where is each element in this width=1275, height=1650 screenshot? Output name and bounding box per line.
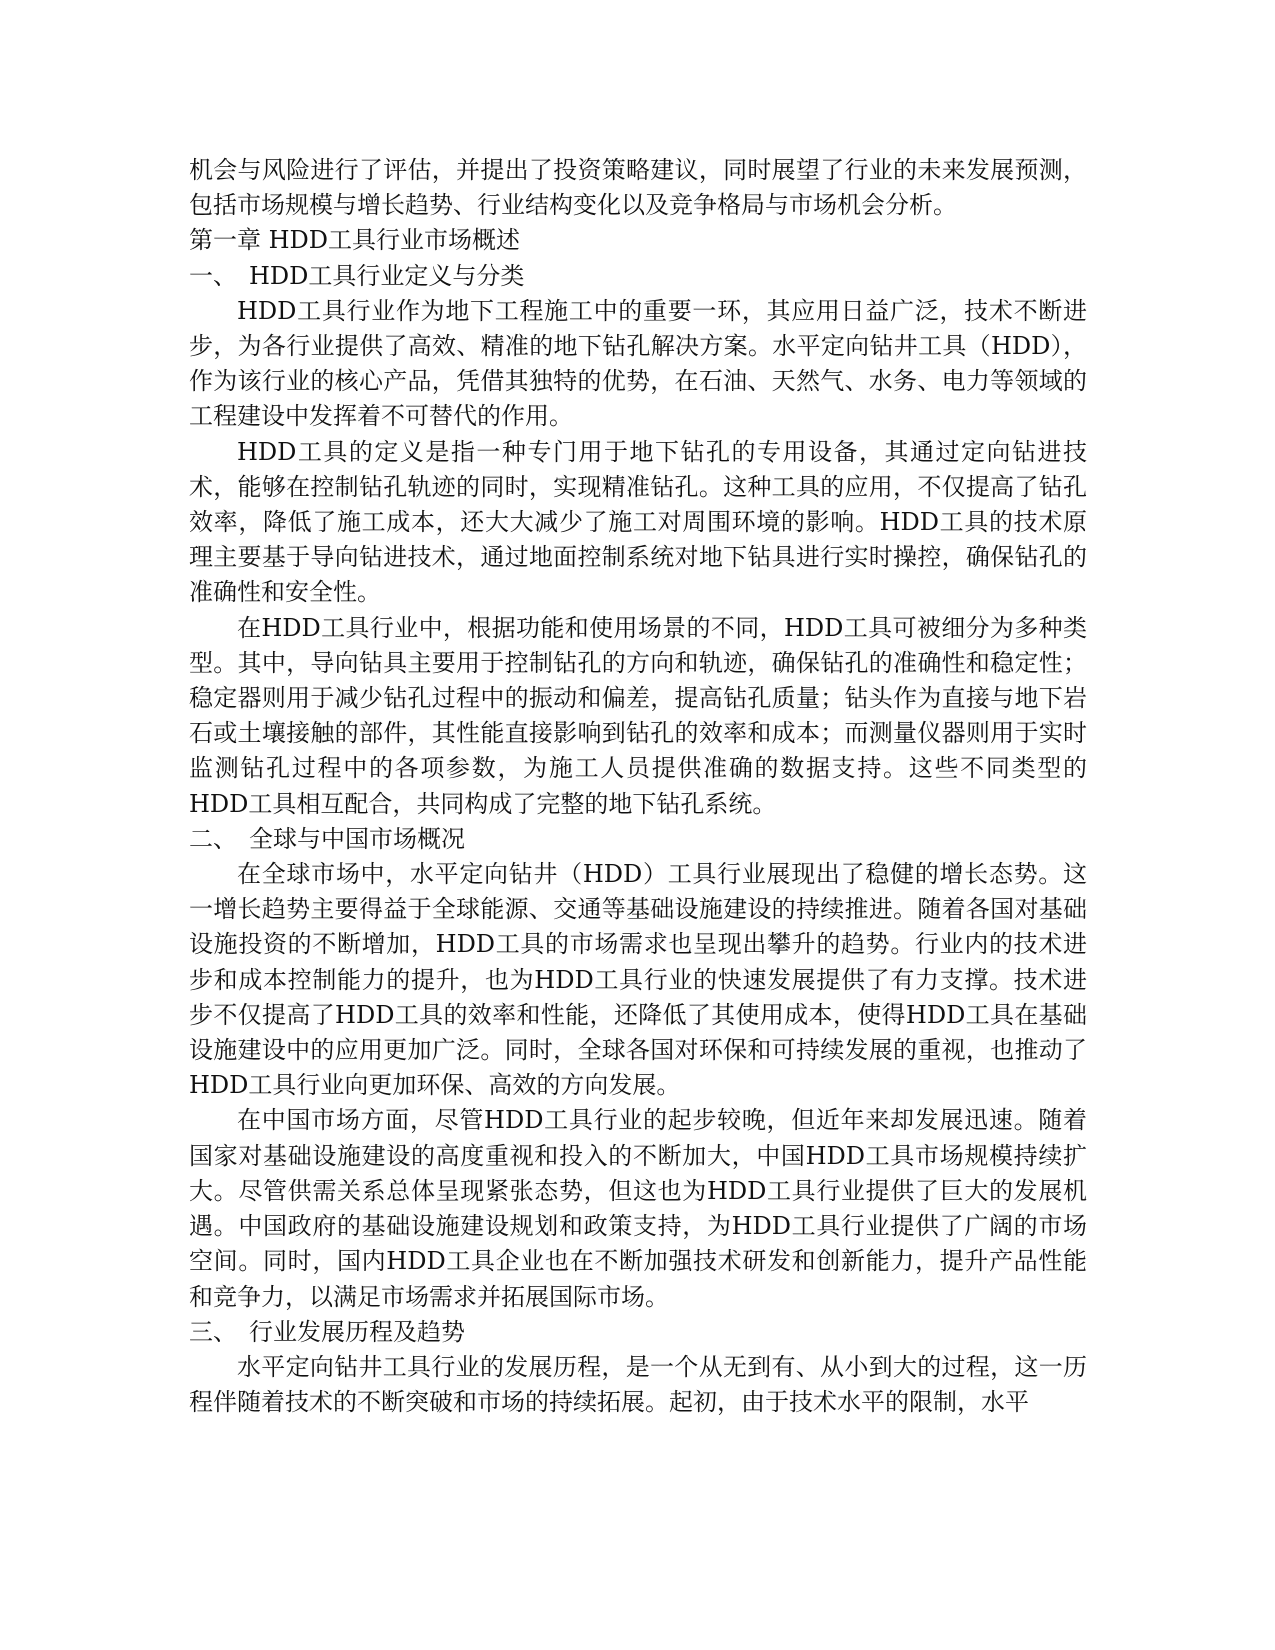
section-heading bbox=[189, 822, 1087, 857]
paragraph: 在HDD工具行业中，根据功能和使用场景的不同，HDD工具可被细分为多种类型。其中，导向钻具主要用于控制钻孔的方向和轨迹，确保钻孔的准确性和稳定性；稳定器则用于减少钻孔过程中的振动和偏差，提高钻孔质量；钻头作为直接与地下岩石或土壤接触的部件，其性能直接影响到钻孔的效率和成本；而测量仪器则用于实时监测钻孔过程中的各项参数，为施工人员提供准确的数据支持。这些不同类型的HDD工具相互配合，共同构成了完整的地下钻孔系统。 bbox=[189, 613, 1087, 818]
paragraph: 水平定向钻井工具行业的发展历程，是一个从无到有、从小到大的过程，这一历程伴随着技术的不断突破和市场的持续拓展。起初，由于技术水平的限制，水平 bbox=[189, 1352, 1087, 1417]
section-title: 行业发展历程及趋势 bbox=[249, 1317, 465, 1346]
section-title: HDD工具行业定义与分类 bbox=[249, 261, 525, 290]
document-body bbox=[189, 153, 1087, 1420]
intro-paragraph: 机会与风险进行了评估，并提出了投资策略建议，同时展望了行业的未来发展预测，包括市场规模与增长趋势、行业结构变化以及竞争格局与市场机会分析。 bbox=[189, 156, 1087, 220]
section-number: 一、 bbox=[189, 261, 237, 290]
paragraph: 在全球市场中，水平定向钻井（HDD）工具行业展现出了稳健的增长态势。这一增长趋势主要得益于全球能源、交通等基础设施建设的持续推进。随着各国对基础设施投资的不断增加，HDD工具的市场需求也呈现出攀升的趋势。行业内的技术进步和成本控制能力的提升，也为HDD工具行业的快速发展提供了有力支撑。技术进步不仅提高了HDD工具的效率和性能，还降低了其使用成本，使得HDD工具在基础设施建设中的应用更加广泛。同时，全球各国对环保和可持续发展的重视，也推动了HDD工具行业向更加环保、高效的方向发展。 bbox=[189, 860, 1087, 1100]
section-heading bbox=[189, 259, 1087, 294]
chapter-title: 第一章 HDD工具行业市场概述 bbox=[189, 226, 521, 255]
paragraph: HDD工具的定义是指一种专门用于地下钻孔的专用设备，其通过定向钻进技术，能够在控制钻孔轨迹的同时，实现精准钻孔。这种工具的应用，不仅提高了钻孔效率，降低了施工成本，还大大减少了施工对周围环境的影响。HDD工具的技术原理主要基于导向钻进技术，通过地面控制系统对地下钻具进行实时操控，确保钻孔的准确性和安全性。 bbox=[189, 437, 1087, 607]
section-number: 二、 bbox=[189, 824, 237, 853]
section-title: 全球与中国市场概况 bbox=[249, 824, 465, 853]
paragraph: 在中国市场方面，尽管HDD工具行业的起步较晚，但近年来却发展迅速。随着国家对基础设施建设的高度重视和投入的不断加大，中国HDD工具市场规模持续扩大。尽管供需关系总体呈现紧张态势，但这也为HDD工具行业提供了巨大的发展机遇。中国政府的基础设施建设规划和政策支持，为HDD工具行业提供了广阔的市场空间。同时，国内HDD工具企业也在不断加强技术研发和创新能力，提升产品性能和竞争力，以满足市场需求并拓展国际市场。 bbox=[189, 1106, 1087, 1311]
section-number: 三、 bbox=[189, 1317, 237, 1346]
paragraph: HDD工具行业作为地下工程施工中的重要一环，其应用日益广泛，技术不断进步，为各行业提供了高效、精准的地下钻孔解决方案。水平定向钻井工具（HDD），作为该行业的核心产品，凭借其独特的优势，在石油、天然气、水务、电力等领域的工程建设中发挥着不可替代的作用。 bbox=[189, 296, 1087, 431]
section-heading bbox=[189, 1315, 1087, 1350]
